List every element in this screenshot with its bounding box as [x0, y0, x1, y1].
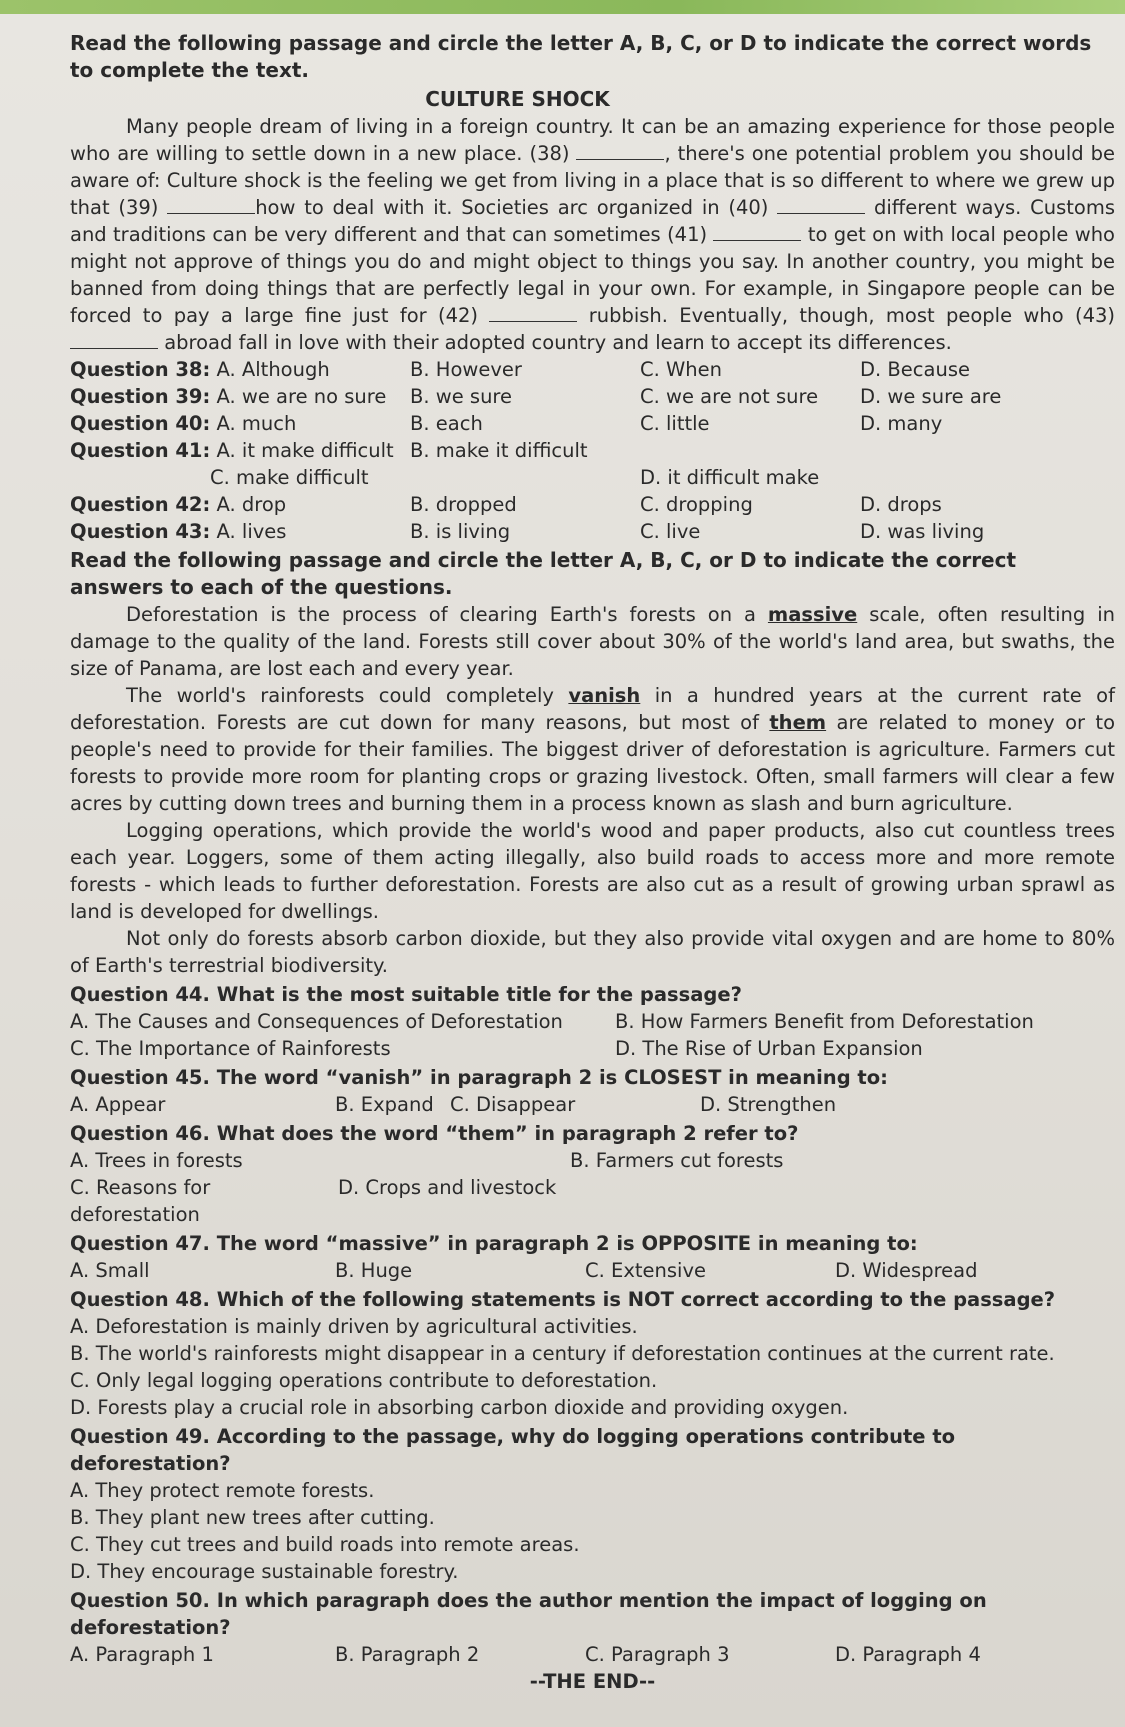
passage-seg-6: rubbish. Eventually, though, most people who (43) — [588, 304, 1116, 327]
blank-38[interactable] — [576, 143, 664, 160]
option-47-c[interactable]: C. Extensive — [585, 1259, 706, 1282]
option-41-d[interactable]: D. it difficult make — [640, 466, 820, 489]
question-38-row — [70, 356, 1115, 383]
question-45-options — [70, 1091, 1115, 1118]
question-38-label: Question 38: — [70, 358, 211, 381]
deforestation-paragraph-4: Not only do forests absorb carbon dioxide, but they also provide vital oxygen and are home to 80% of Earth's terrestrial biodiversity. — [70, 927, 1115, 977]
option-40-c[interactable]: C. little — [640, 412, 710, 435]
option-49-d[interactable]: D. They encourage sustainable forestry. — [70, 1560, 459, 1583]
option-49-a[interactable]: A. They protect remote forests. — [70, 1479, 375, 1502]
passage-seg-4: different ways. Customs and traditions can be very different and that can sometimes (41) — [70, 196, 1115, 246]
question-50: Question 50. In which paragraph does the author mention the impact of logging on deforestation? — [70, 1589, 987, 1639]
option-49-b[interactable]: B. They plant new trees after cutting. — [70, 1506, 435, 1529]
blank-43[interactable] — [70, 332, 158, 349]
passage-seg-2: , there's one potential problem you should be aware of: Culture shock is the feeling we get from living in a place that is so different to where we grew up that (39) — [70, 142, 1116, 219]
option-42-c[interactable]: C. dropping — [640, 493, 753, 516]
option-38-c[interactable]: C. When — [640, 358, 723, 381]
passage-seg-5: to get on with local people who might not approve of things you do and might object to things you say. In another country, you might be banned from doing things that are perfectly legal in your own. For example, in Singapore people can be forced to pay a large fine just for (42) — [70, 223, 1115, 327]
p2-pre: The world's rainforests could completely — [126, 684, 554, 707]
question-50-options — [70, 1641, 1115, 1668]
option-45-b[interactable]: B. Expand — [335, 1093, 434, 1116]
option-44-a[interactable]: A. The Causes and Consequences of Deforestation — [70, 1010, 563, 1033]
option-48-a[interactable]: A. Deforestation is mainly driven by agricultural activities. — [70, 1315, 638, 1338]
option-44-c[interactable]: C. The Importance of Rainforests — [70, 1037, 391, 1060]
option-39-c[interactable]: C. we are not sure — [640, 385, 819, 408]
option-44-b[interactable]: B. How Farmers Benefit from Deforestation — [615, 1010, 1034, 1033]
passage-seg-3: how to deal with it. Societies arc organized in (40) — [255, 196, 769, 219]
option-38-d[interactable]: D. Because — [860, 358, 970, 381]
word-massive: massive — [767, 603, 858, 626]
part1-instruction: Read the following passage and circle the letter A, B, C, or D to indicate the correct words to complete the text. — [70, 31, 1092, 82]
option-46-a[interactable]: A. Trees in forests — [70, 1149, 243, 1172]
question-48: Question 48. Which of the following statements is NOT correct according to the passage? — [70, 1288, 1056, 1311]
deforestation-paragraph-3: Logging operations, which provide the world's wood and paper products, also cut countless trees each year. Loggers, some of them acting illegally, also build roads to access more and more remote forests - which leads to further deforestation. Forests are also cut as a result of growing urban sprawl as land is developed for dwellings. — [70, 819, 1115, 923]
part2-instruction: Read the following passage and circle the letter A, B, C, or D to indicate the correct answers to each of the questions. — [70, 548, 1017, 599]
option-48-c[interactable]: C. Only legal logging operations contribute to deforestation. — [70, 1369, 658, 1392]
option-43-b[interactable]: B. is living — [410, 520, 511, 543]
option-38-b[interactable]: B. However — [410, 358, 522, 381]
option-39-b[interactable]: B. we sure — [410, 385, 513, 408]
option-47-a[interactable]: A. Small — [70, 1259, 150, 1282]
option-45-c[interactable]: C. Disappear — [450, 1093, 576, 1116]
deforestation-paragraph-2 — [70, 682, 1115, 817]
option-38-a[interactable]: A. Although — [216, 358, 330, 381]
passage-title: CULTURE SHOCK — [425, 87, 610, 111]
option-41-c[interactable]: C. make difficult — [210, 466, 369, 489]
question-39-row — [70, 383, 1115, 410]
blank-41[interactable] — [713, 224, 801, 241]
passage-seg-1: Many people dream of living in a foreign country. It can be an amazing experience for those people who are willing to settle down in a new place. (38) — [70, 115, 1115, 165]
question-46-options-1 — [70, 1147, 1115, 1174]
deforestation-paragraph-1 — [70, 601, 1115, 682]
option-45-a[interactable]: A. Appear — [70, 1093, 166, 1116]
p2-mid: in a hundred years at the current rate of deforestation. Forests are cut down for many reasons, but most of — [70, 684, 1115, 734]
option-50-d[interactable]: D. Paragraph 4 — [835, 1643, 981, 1666]
question-41-row-2 — [70, 464, 1115, 491]
option-43-c[interactable]: C. live — [640, 520, 701, 543]
p1-pre: Deforestation is the process of clearing Earth's forests on a — [126, 603, 756, 626]
option-48-d[interactable]: D. Forests play a crucial role in absorbing carbon dioxide and providing oxygen. — [70, 1396, 849, 1419]
question-45: Question 45. The word “vanish” in paragraph 2 is CLOSEST in meaning to: — [70, 1066, 888, 1089]
question-41-label: Question 41: — [70, 439, 211, 462]
option-49-c[interactable]: C. They cut trees and build roads into remote areas. — [70, 1533, 580, 1556]
culture-shock-passage — [70, 113, 1115, 356]
passage-seg-7: abroad fall in love with their adopted country and learn to accept its differences. — [164, 331, 952, 354]
p1-post: scale, often resulting in damage to the quality of the land. Forests still cover about 30% of the world's land area, but swaths, the size of Panama, are lost each and every year. — [70, 603, 1116, 680]
question-47-options — [70, 1257, 1115, 1284]
option-50-c[interactable]: C. Paragraph 3 — [585, 1643, 730, 1666]
question-47: Question 47. The word “massive” in paragraph 2 is OPPOSITE in meaning to: — [70, 1232, 918, 1255]
worksheet-content — [70, 30, 1115, 1695]
blank-40[interactable] — [777, 197, 865, 214]
option-43-a[interactable]: A. lives — [216, 520, 287, 543]
question-39-label: Question 39: — [70, 385, 211, 408]
option-42-d[interactable]: D. drops — [860, 493, 942, 516]
question-46-options-2 — [70, 1174, 1115, 1228]
option-47-b[interactable]: B. Huge — [335, 1259, 413, 1282]
question-40-label: Question 40: — [70, 412, 211, 435]
question-43-label: Question 43: — [70, 520, 211, 543]
blank-39[interactable] — [167, 197, 255, 214]
option-40-d[interactable]: D. many — [860, 412, 943, 435]
option-47-d[interactable]: D. Widespread — [835, 1259, 978, 1282]
option-40-b[interactable]: B. each — [410, 412, 483, 435]
option-50-a[interactable]: A. Paragraph 1 — [70, 1643, 214, 1666]
question-49: Question 49. According to the passage, why do logging operations contribute to deforestation? — [70, 1425, 956, 1475]
option-41-a[interactable]: A. it make difficult — [216, 439, 394, 462]
word-vanish: vanish — [568, 684, 641, 707]
question-44-options-1 — [70, 1008, 1115, 1035]
question-46: Question 46. What does the word “them” in paragraph 2 refer to? — [70, 1122, 799, 1145]
question-42-row — [70, 491, 1115, 518]
option-40-a[interactable]: A. much — [216, 412, 297, 435]
option-45-d[interactable]: D. Strengthen — [700, 1093, 837, 1116]
option-39-d[interactable]: D. we sure are — [860, 385, 1002, 408]
option-42-a[interactable]: A. drop — [216, 493, 287, 516]
option-42-b[interactable]: B. dropped — [410, 493, 517, 516]
option-46-d[interactable]: D. Crops and livestock — [338, 1176, 557, 1199]
question-41-row — [70, 437, 1115, 464]
option-48-b[interactable]: B. The world's rainforests might disappear in a century if deforestation continues at the current rate. — [70, 1342, 1055, 1365]
option-46-b[interactable]: B. Farmers cut forests — [570, 1149, 784, 1172]
question-43-row — [70, 518, 1115, 545]
question-42-label: Question 42: — [70, 493, 211, 516]
option-46-c[interactable]: C. Reasons for deforestation — [70, 1176, 211, 1226]
option-41-b[interactable]: B. make it difficult — [410, 439, 588, 462]
option-39-a[interactable]: A. we are no sure — [216, 385, 387, 408]
end-marker: --THE END-- — [529, 1670, 656, 1693]
option-50-b[interactable]: B. Paragraph 2 — [335, 1643, 480, 1666]
question-44: Question 44. What is the most suitable title for the passage? — [70, 983, 742, 1006]
option-43-d[interactable]: D. was living — [860, 520, 985, 543]
word-them: them — [769, 711, 827, 734]
option-44-d[interactable]: D. The Rise of Urban Expansion — [615, 1037, 923, 1060]
blank-42[interactable] — [489, 305, 577, 322]
question-40-row — [70, 410, 1115, 437]
question-44-options-2 — [70, 1035, 1115, 1062]
p2-post: are related to money or to people's need to provide for their families. The biggest driver of deforestation is agriculture. Farmers cut forests to provide more room for planting crops or grazing livestock. Often, small farmers will clear a few acres by cutting down trees and burning them in a process known as slash and burn agriculture. — [70, 711, 1116, 815]
